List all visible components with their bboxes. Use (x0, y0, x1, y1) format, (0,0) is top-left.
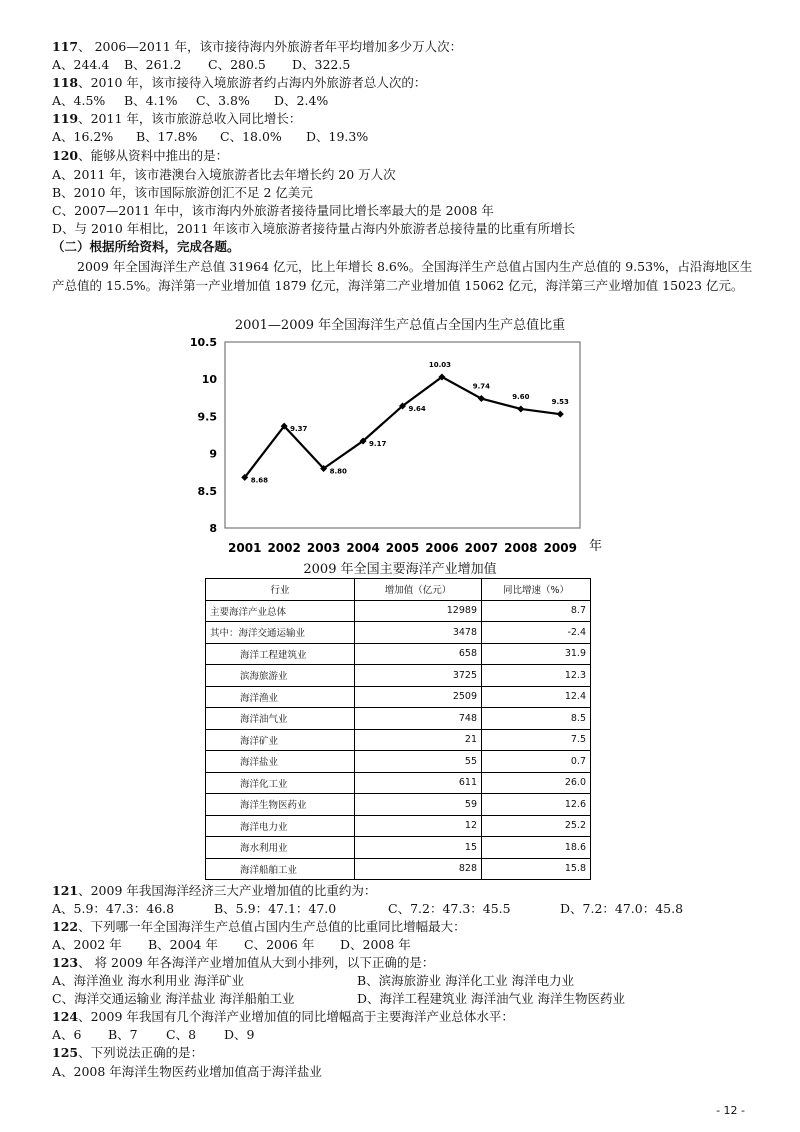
y-tick-label: 9 (209, 447, 217, 461)
question-123 (52, 954, 760, 972)
x-tick-label: 2009 (543, 541, 577, 555)
question-119 (52, 110, 760, 128)
option-b[interactable]: B、7 (108, 1027, 138, 1042)
option-c[interactable]: C、280.5 (208, 57, 266, 72)
x-tick-label: 2008 (504, 541, 538, 555)
option-c[interactable]: C、3.8% (196, 93, 250, 108)
data-label: 8.68 (250, 476, 269, 485)
question-number: 123 (52, 955, 79, 970)
option-c[interactable]: C、海洋交通运输业 海洋盐业 海洋船舶工业 (52, 991, 295, 1006)
header-industry: 行业 (206, 579, 355, 601)
option-b[interactable]: B、17.8% (136, 129, 198, 144)
question-124 (52, 1008, 760, 1026)
x-axis-unit: 年 (589, 539, 603, 554)
y-tick-label: 10.5 (189, 336, 217, 349)
industry-name: 海水利用业 (206, 837, 355, 859)
industry-name: 海洋盐业 (206, 751, 355, 773)
question-122-options (52, 936, 760, 954)
value-cell: 59 (355, 794, 482, 816)
table-row (206, 686, 591, 708)
industry-name: 海洋矿业 (206, 729, 355, 751)
growth-cell: 25.2 (482, 815, 591, 837)
option-a[interactable]: A、海洋渔业 海水利用业 海洋矿业 (52, 973, 244, 988)
option-b[interactable]: B、261.2 (124, 57, 182, 72)
option-a[interactable]: A、6 (52, 1027, 82, 1042)
question-123-options-cd (52, 990, 760, 1008)
option-b[interactable]: B、滨海旅游业 海洋化工业 海洋电力业 (357, 973, 575, 988)
growth-cell: 8.7 (482, 600, 591, 622)
question-text: 、下列哪一年全国海洋生产总值占国内生产总值的比重同比增幅最大： (78, 919, 466, 934)
option-d[interactable]: D、19.3% (306, 129, 369, 144)
option-d[interactable]: D、322.5 (292, 57, 351, 72)
x-tick-label: 2001 (228, 541, 262, 555)
value-cell: 2509 (355, 686, 482, 708)
section-heading: （二）根据所给资料，完成各题。 (52, 239, 240, 254)
growth-cell: 7.5 (482, 729, 591, 751)
question-number: 118 (52, 75, 79, 90)
question-text: 、2009 年我国海洋经济三大产业增加值的比重约为： (78, 883, 377, 898)
data-label: 9.17 (369, 439, 387, 448)
data-label: 10.03 (428, 360, 452, 369)
option-d[interactable]: D、2008 年 (340, 937, 411, 952)
data-point (517, 405, 524, 412)
x-tick-label: 2003 (306, 541, 341, 555)
question-text: 、 将 2009 年各海洋产业增加值从大到小排列，以下正确的是： (78, 955, 435, 970)
question-123-options-ab (52, 972, 760, 990)
line-chart (185, 328, 605, 560)
industry-table (205, 578, 591, 880)
value-cell: 611 (355, 772, 482, 794)
industry-name: 海洋化工业 (206, 772, 355, 794)
question-number: 121 (52, 883, 79, 898)
table-row (206, 794, 591, 816)
industry-name: 其中：海洋交通运输业 (206, 622, 355, 644)
growth-cell: 26.0 (482, 772, 591, 794)
table-title: 2009 年全国主要海洋产业增加值 (303, 562, 497, 577)
x-tick-label: 2006 (425, 541, 459, 555)
intro-paragraph: 2009 年全国海洋生产总值 31964 亿元，比上年增长 8.6%。全国海洋生产总值占国内生产总值的 9.53%，占沿海地区生产总值的 15.5%。海洋第一产业增加值 1879 亿元，海洋第二产业增加值 15062 亿元，海洋第三产业增加值 15023 亿元。 (52, 259, 753, 293)
growth-cell: 18.6 (482, 837, 591, 859)
industry-name: 海洋工程建筑业 (206, 643, 355, 665)
page-number: - 12 - (716, 1104, 745, 1117)
question-121 (52, 882, 760, 900)
industry-name: 海洋生物医药业 (206, 794, 355, 816)
value-cell: 12 (355, 815, 482, 837)
option-c[interactable]: C、2007—2011 年中，该市海内外旅游者接待量同比增长率最大的是 2008 年 (52, 203, 494, 218)
data-label: 9.53 (551, 398, 569, 407)
value-cell: 3478 (355, 622, 482, 644)
industry-name: 海洋电力业 (206, 815, 355, 837)
chart-title: 2001—2009 年全国海洋生产总值占全国内生产总值比重 (234, 318, 566, 333)
table-row (206, 772, 591, 794)
option-d[interactable]: D、与 2010 年相比，2011 年该市入境旅游者接待量占海内外旅游者总接待量的比重有所增长 (52, 221, 576, 236)
table-row (206, 708, 591, 730)
y-tick-label: 8 (209, 522, 217, 535)
option-a[interactable]: A、16.2% (52, 129, 114, 144)
question-text: 、下列说法正确的是： (78, 1045, 204, 1060)
question-text: 、2009 年我国有几个海洋产业增加值的同比增幅高于主要海洋产业总体水平： (78, 1009, 514, 1024)
industry-name: 海洋渔业 (206, 686, 355, 708)
question-number: 124 (52, 1009, 79, 1024)
question-text: 、能够从资料中推出的是： (78, 148, 229, 163)
option-d[interactable]: D、9 (224, 1027, 255, 1042)
value-cell: 3725 (355, 665, 482, 687)
option-b[interactable]: B、2004 年 (148, 937, 218, 952)
table-row (206, 815, 591, 837)
x-tick-label: 2002 (267, 541, 301, 555)
option-c[interactable]: C、7.2：47.3：45.5 (388, 901, 511, 916)
value-cell: 828 (355, 858, 482, 880)
option-d[interactable]: D、7.2：47.0：45.8 (560, 901, 684, 916)
y-tick-label: 8.5 (197, 484, 217, 498)
option-a[interactable]: A、2008 年海洋生物医药业增加值高于海洋盐业 (52, 1064, 322, 1079)
question-124-options (52, 1026, 760, 1044)
question-number: 119 (52, 111, 79, 126)
data-label: 9.74 (472, 382, 491, 391)
industry-name: 滨海旅游业 (206, 665, 355, 687)
option-a[interactable]: A、2011 年，该市港澳台入境旅游者比去年增长约 20 万人次 (52, 167, 396, 182)
question-number: 125 (52, 1045, 79, 1060)
value-cell: 55 (355, 751, 482, 773)
question-125 (52, 1044, 760, 1062)
table-body (206, 600, 591, 880)
question-121-options (52, 900, 760, 918)
option-c[interactable]: C、2006 年 (244, 937, 315, 952)
value-cell: 21 (355, 729, 482, 751)
question-122 (52, 918, 760, 936)
table-row (206, 837, 591, 859)
question-text: 、 2006—2011 年，该市接待海内外旅游者年平均增加多少万人次： (78, 39, 463, 54)
industry-name: 主要海洋产业总体 (206, 600, 355, 622)
data-label: 8.80 (329, 467, 347, 476)
growth-cell: 12.4 (482, 686, 591, 708)
option-d[interactable]: D、海洋工程建筑业 海洋油气业 海洋生物医药业 (357, 991, 625, 1006)
industry-name: 海洋船舶工业 (206, 858, 355, 880)
option-a[interactable]: A、5.9：47.3：46.8 (52, 901, 175, 916)
question-number: 120 (52, 148, 79, 163)
growth-cell: 15.8 (482, 858, 591, 880)
growth-cell: 12.6 (482, 794, 591, 816)
y-tick-label: 9.5 (197, 410, 217, 424)
option-b[interactable]: B、5.9：47.1：47.0 (214, 901, 337, 916)
header-growth: 同比增速（%） (482, 579, 591, 601)
question-117 (52, 38, 760, 56)
option-a[interactable]: A、244.4 (52, 57, 110, 72)
option-d[interactable]: D、2.4% (274, 93, 329, 108)
table-row (206, 622, 591, 644)
option-a[interactable]: A、4.5% (52, 93, 106, 108)
question-119-options (52, 128, 760, 146)
table-row (206, 858, 591, 880)
growth-cell: -2.4 (482, 622, 591, 644)
data-label: 9.64 (408, 404, 426, 413)
question-number: 117 (52, 39, 79, 54)
x-tick-label: 2005 (385, 541, 420, 555)
value-cell: 15 (355, 837, 482, 859)
table-row (206, 600, 591, 622)
table-row (206, 665, 591, 687)
option-c[interactable]: C、18.0% (220, 129, 282, 144)
growth-cell: 8.5 (482, 708, 591, 730)
growth-cell: 31.9 (482, 643, 591, 665)
value-cell: 12989 (355, 600, 482, 622)
question-text: 、2010 年，该市接待入境旅游者约占海内外旅游者总人次的： (78, 75, 427, 90)
x-tick-label: 2007 (464, 541, 499, 555)
value-cell: 748 (355, 708, 482, 730)
table-header-row (206, 579, 591, 601)
question-text: 、2011 年，该市旅游总收入同比增长： (78, 111, 302, 126)
option-c[interactable]: C、8 (166, 1027, 197, 1042)
option-a[interactable]: A、2002 年 (52, 937, 122, 952)
question-number: 122 (52, 919, 79, 934)
question-117-options (52, 56, 760, 74)
data-label: 9.37 (290, 425, 308, 434)
table-row (206, 751, 591, 773)
x-tick-label: 2004 (346, 541, 380, 555)
option-b[interactable]: B、2010 年，该市国际旅游创汇不足 2 亿美元 (52, 185, 313, 200)
question-118 (52, 74, 760, 92)
growth-cell: 12.3 (482, 665, 591, 687)
header-value: 增加值（亿元） (355, 579, 482, 601)
table-row (206, 643, 591, 665)
question-120 (52, 147, 760, 165)
data-point (557, 411, 564, 418)
question-118-options (52, 92, 760, 110)
option-b[interactable]: B、4.1% (124, 93, 178, 108)
y-tick-label: 10 (201, 373, 217, 387)
industry-name: 海洋油气业 (206, 708, 355, 730)
growth-cell: 0.7 (482, 751, 591, 773)
data-label: 9.60 (512, 392, 530, 401)
table-row (206, 729, 591, 751)
value-cell: 658 (355, 643, 482, 665)
